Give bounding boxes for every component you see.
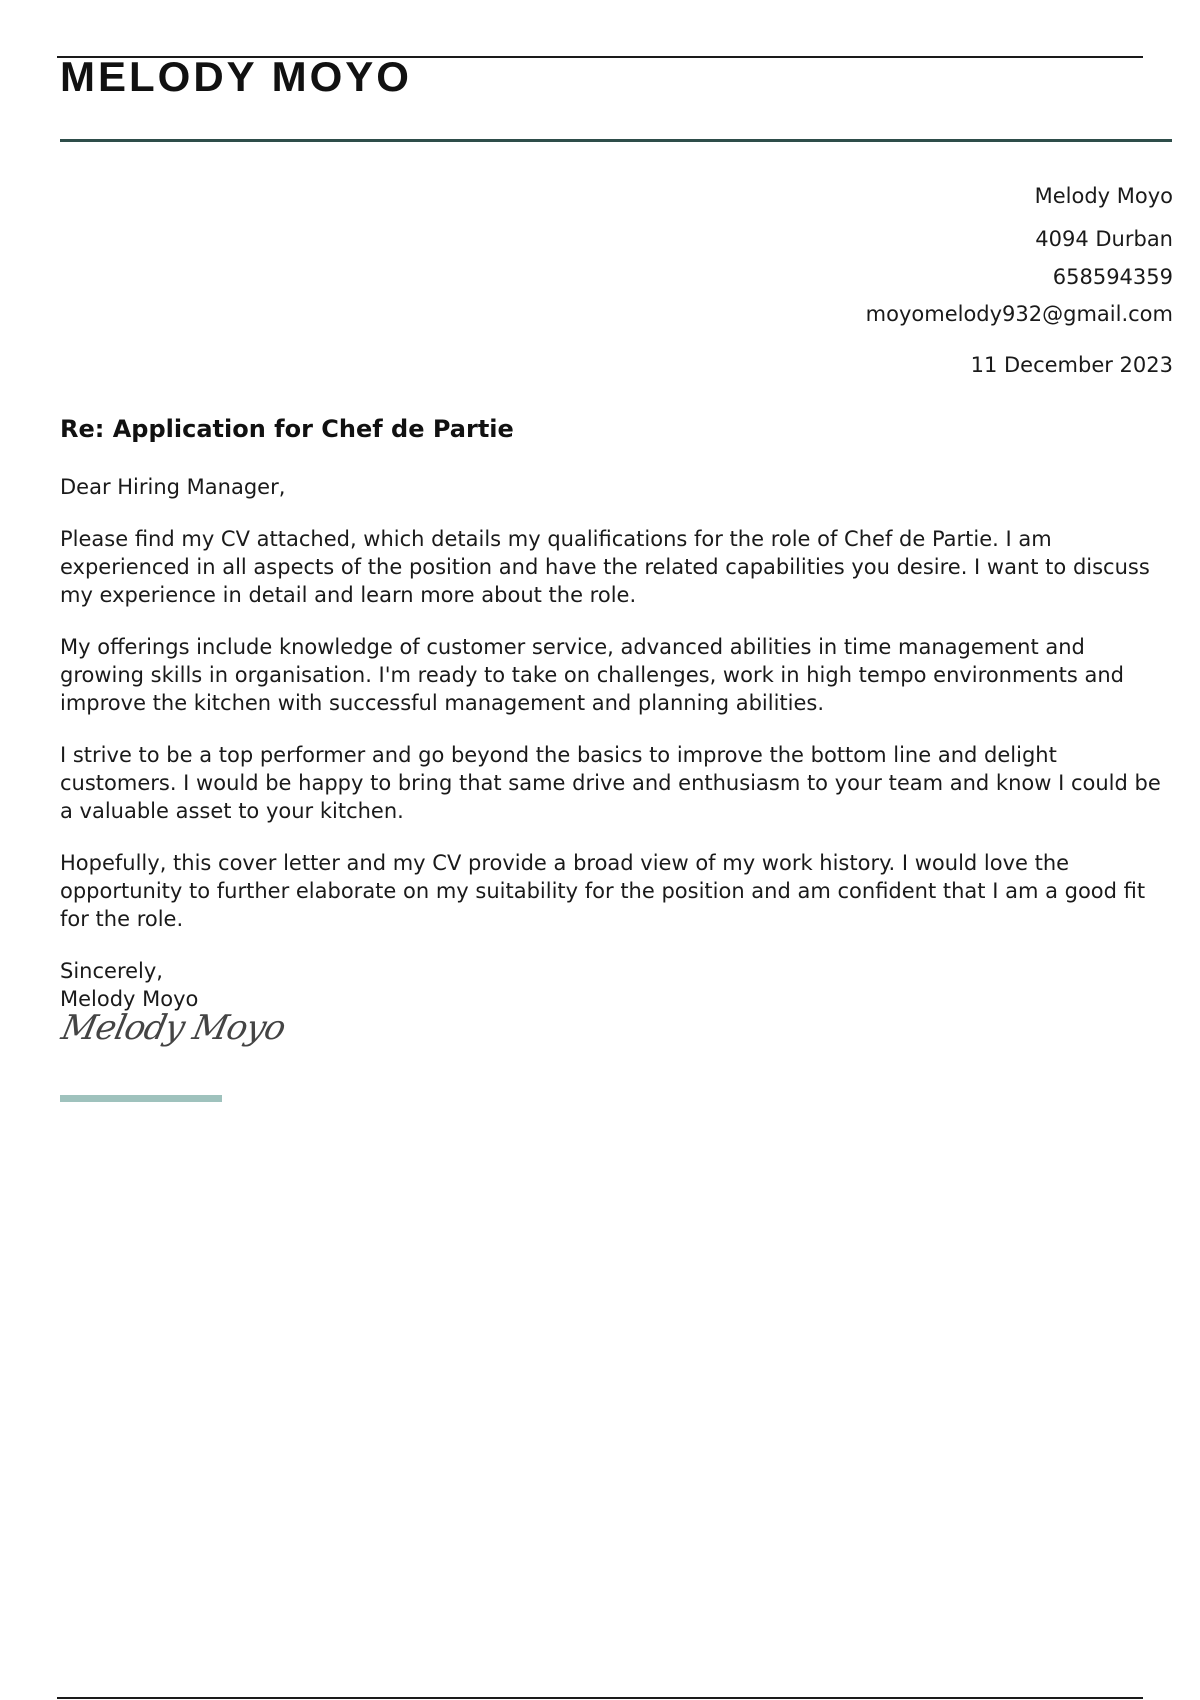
letter-date: 11 December 2023 bbox=[970, 353, 1173, 378]
body-paragraph: My offerings include knowledge of customer service, advanced abilities in time management and growing skills in organisation. I'm ready to take on challenges, work in high tempo environments and improve the kitchen with successful management and planning abilities. bbox=[60, 635, 1125, 715]
contact-block bbox=[866, 183, 1173, 379]
contact-email: moyomelody932@gmail.com bbox=[865, 301, 1173, 326]
body-paragraph: Hopefully, this cover letter and my CV provide a broad view of my work history. I would love the opportunity to further elaborate on my suitability for the position and am confident that I am a good fit for the role. bbox=[60, 851, 1146, 931]
letter-subject: Re: Application for Chef de Partie bbox=[60, 415, 514, 443]
body-paragraph: I strive to be a top performer and go beyond the basics to improve the bottom line and delight customers. I would be happy to bring that same drive and enthusiasm to your team and know I could be a valuable asset to your kitchen. bbox=[60, 743, 1161, 823]
closing: Sincerely, bbox=[60, 959, 163, 983]
body-paragraph: Please find my CV attached, which details my qualifications for the role of Chef de Partie. I am experienced in all aspects of the position and have the related capabilities you desire. I want to discuss my experience in detail and learn more about the role. bbox=[60, 527, 1150, 607]
contact-phone: 658594359 bbox=[1052, 264, 1173, 289]
letter-body bbox=[60, 473, 1172, 1013]
bottom-rule bbox=[57, 1697, 1143, 1699]
applicant-name-heading: MELODY MOYO bbox=[60, 53, 412, 100]
contact-address: 4094 Durban bbox=[1035, 227, 1173, 252]
header-accent-rule bbox=[60, 139, 1172, 142]
signature-accent-bar bbox=[60, 1095, 222, 1102]
contact-name: Melody Moyo bbox=[1034, 184, 1173, 208]
signoff-name: Melody Moyo bbox=[60, 987, 199, 1011]
handwritten-signature: Melody Moyo bbox=[58, 1008, 289, 1048]
salutation: Dear Hiring Manager, bbox=[60, 475, 286, 499]
